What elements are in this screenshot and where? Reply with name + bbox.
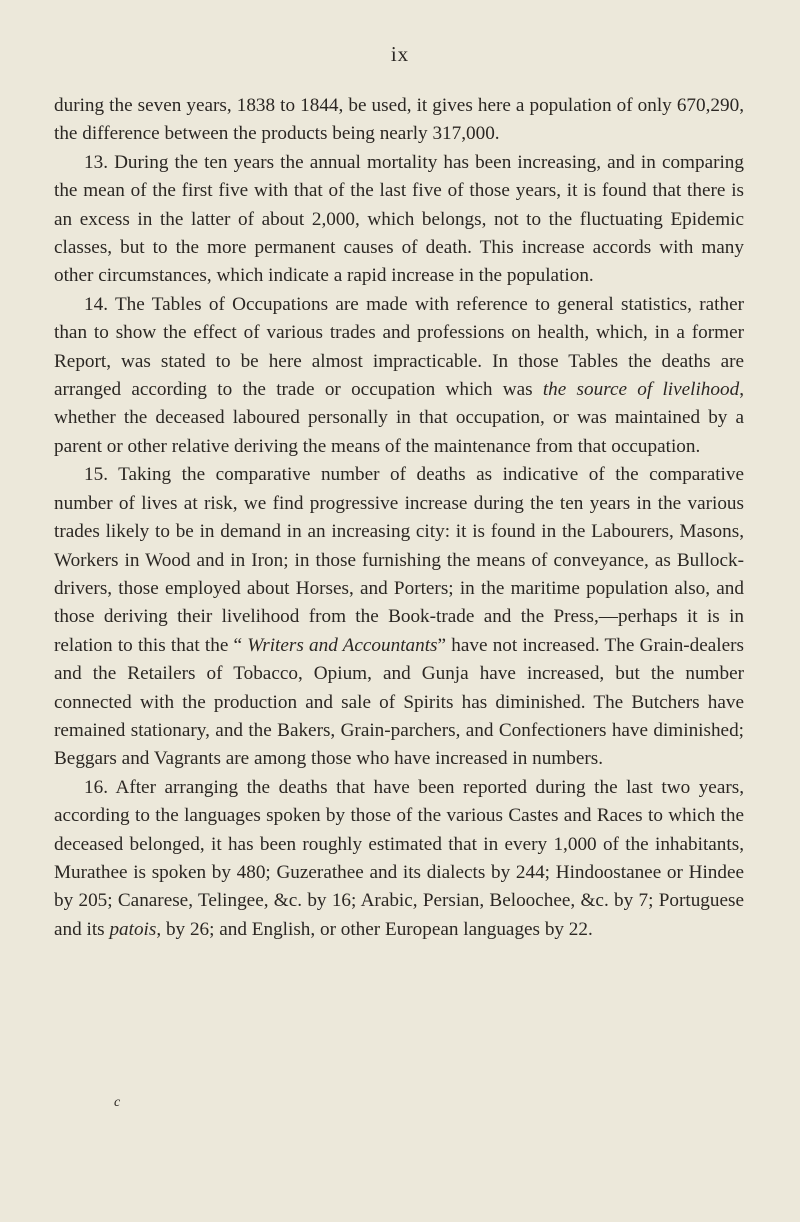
page-number: ix <box>390 42 410 66</box>
text-segment: , whether the deceased laboured personally in that occupation, or was maintained by a parent or other relative deriving the means of the maintenance from that occupation. <box>54 379 744 457</box>
text-segment: 14. The Tables of Occupations are made with reference to general statistics, rather than to show the effect of various trades and professions on health, which, in a former Report, was stated to be here almost impracticable. In those Tables the deaths are arranged according to the trade or occupation which was <box>54 293 744 401</box>
text-segment: during the seven years, 1838 to 1844, be used, it gives here a population of only 670,290, the difference between the products being nearly 317,000. <box>54 95 744 145</box>
text-segment: 13. During the ten years the annual mortality has been increasing, and in comparing the mean of the first five with that of the last five of those years, it is found that there is an excess in the latter of about 2,000, which belongs, not to the fluctuating Epidemic classes, but to the more permanent causes of death. This increase accords with many other circumstances, which indicate a rapid increase in the population. <box>54 151 744 287</box>
italic-text: the source of livelihood <box>542 379 740 401</box>
signature-mark: c <box>114 1095 121 1110</box>
paragraph-p15 <box>54 461 744 773</box>
text-segment: ” have not increased. The Grain-dealers and the Retailers of Tobacco, Opium, and Gunja have increased, but the number connected with the production and sale of Spirits has diminished. The Butchers have remained stationary, and the Bakers, Grain-parchers, and Confectioners have diminished; Beggars and Vagrants are among those who have increased in numbers. <box>54 634 745 770</box>
italic-text: patois <box>109 918 157 940</box>
paragraph-p14 <box>54 291 744 461</box>
paragraph-p16 <box>54 774 744 944</box>
body-text <box>54 92 744 944</box>
paragraph-p12 <box>54 92 744 149</box>
text-segment: , by 26; and English, or other European languages by 22. <box>156 918 593 940</box>
paragraph-p13 <box>54 149 744 291</box>
text-segment: 15. Taking the comparative number of deaths as indicative of the comparative number of lives at risk, we find progressive increase during the ten years in the various trades likely to be in demand in an increasing city: it is found in the Labourers, Masons, Workers in Wood and in Iron; in those furnishing the means of conveyance, as Bullock-drivers, those employed about Horses, and Porters; in the maritime population also, and those deriving their livelihood from the Book-trade and the Press,—perhaps it is in relation to this that the “ <box>54 464 744 656</box>
text-segment: 16. After arranging the deaths that have been reported during the last two years, according to the languages spoken by those of the various Castes and Races to which the deceased belonged, it has been roughly estimated that in every 1,000 of the inhabitants, Murathee is spoken by 480; Guzerathee and its dialects by 244; Hindoostanee or Hindee by 205; Canarese, Telingee, &c. by 16; Arabic, Persian, Beloochee, &c. by 7; Portuguese and its <box>54 776 744 940</box>
italic-text: Writers and Accountants <box>247 634 438 656</box>
